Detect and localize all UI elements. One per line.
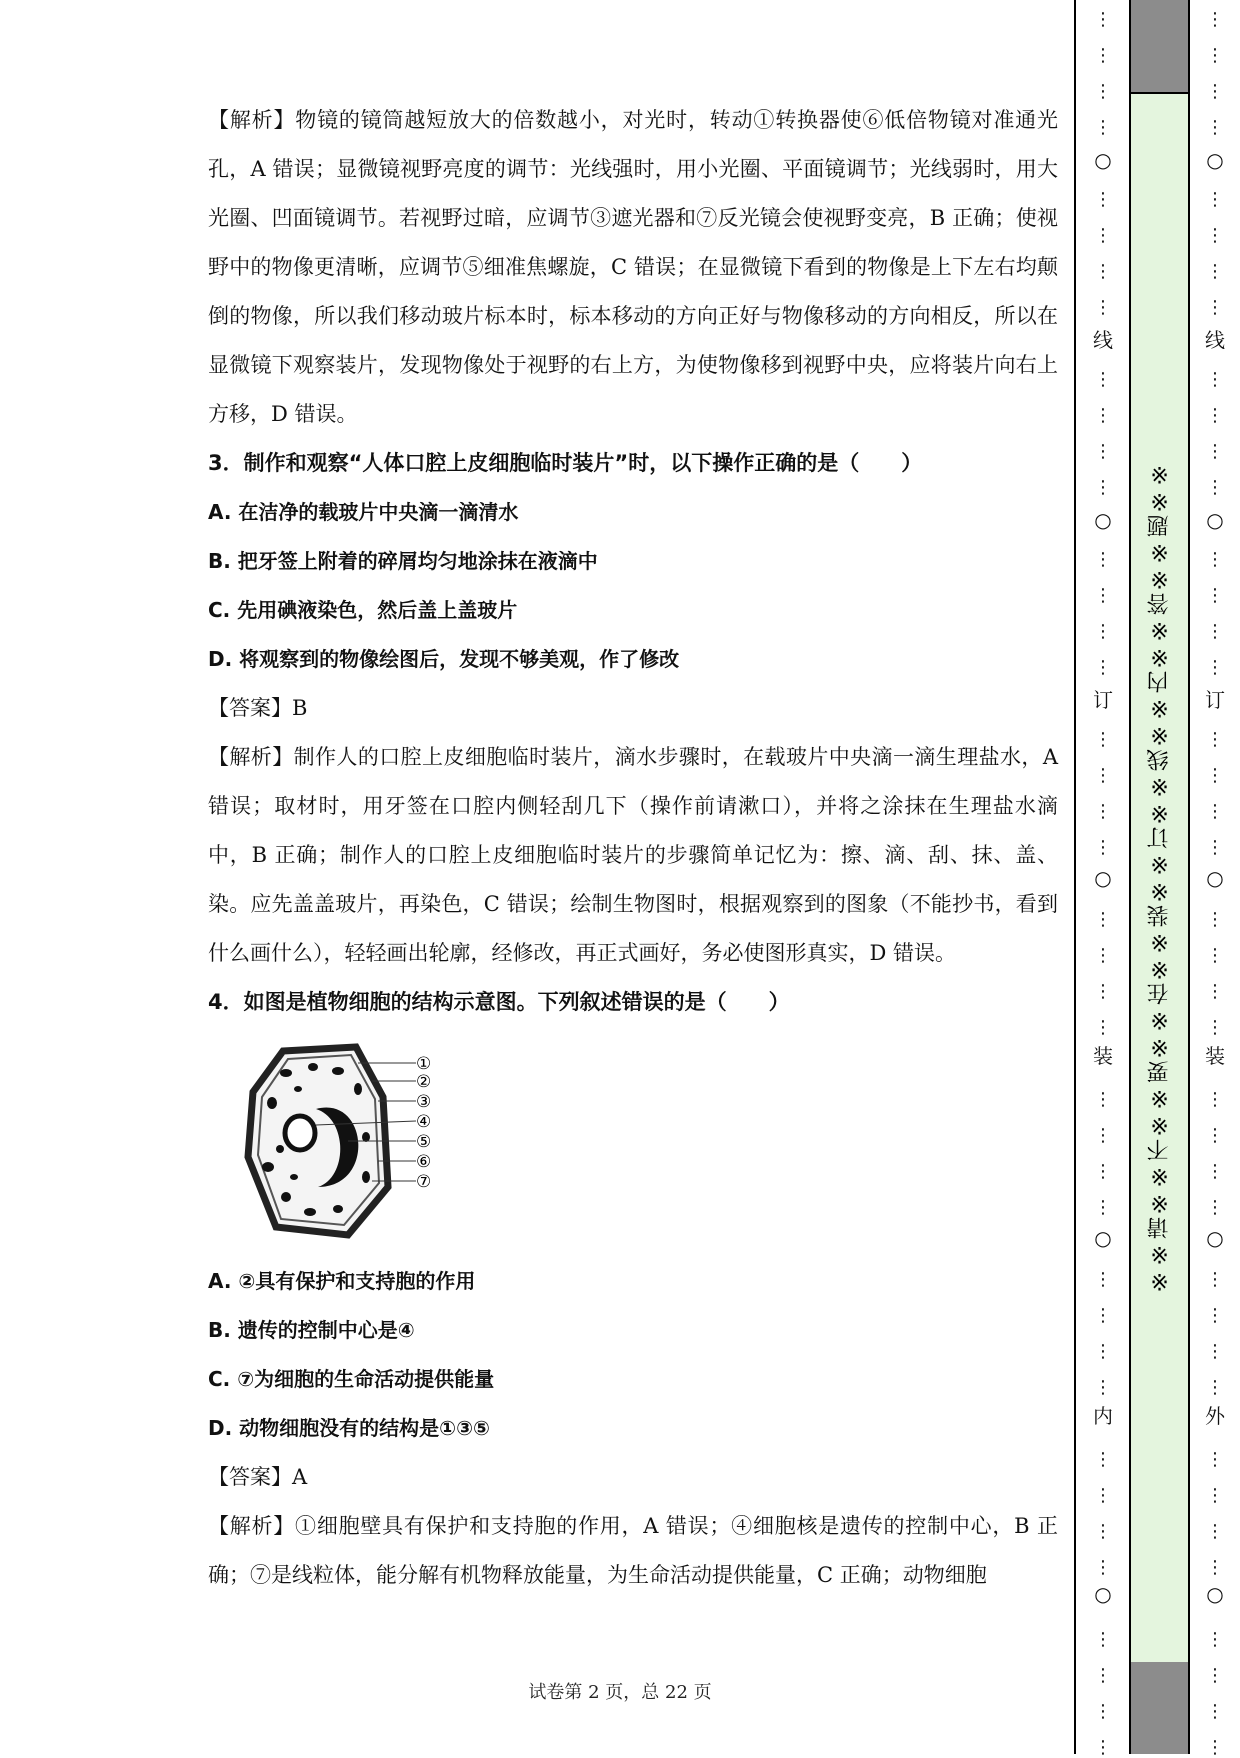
- outer-dots: ⋮: [1206, 729, 1224, 750]
- figure-label-4: ④: [416, 1112, 432, 1132]
- outer-dots: ⋮: [1206, 909, 1224, 930]
- outer-label-4: 外: [1205, 1404, 1225, 1428]
- outer-dots: ⋮: [1206, 1557, 1224, 1578]
- inner-dots: ⋮: [1094, 1485, 1112, 1506]
- figure-label-5: ⑤: [416, 1132, 432, 1152]
- q4-option-a: A. ②具有保护和支持胞的作用: [208, 1269, 476, 1293]
- inner-dots: ⋮: [1094, 261, 1112, 282]
- inner-label-2: 订: [1093, 688, 1113, 712]
- outer-dots: ⋮: [1206, 369, 1224, 390]
- q4-option-c: C. ⑦为细胞的生命活动提供能量: [208, 1367, 495, 1391]
- binding-outer-column: [1200, 0, 1230, 1758]
- q3-analysis: 【解析】制作人的口腔上皮细胞临时装片，滴水步骤时，在载玻片中央滴一滴生理盐水，A 错误；取材时，用牙签在口腔内侧轻刮几下（操作前请漱口），并将之涂抹在生理盐水滴中，B 正确；制作人的口腔上皮细胞临时装片的步骤简单记忆为：擦、滴、刮、抹、盖、染。应先盖盖玻片，再染色，C 错误；绘制生物图时，根据观察到的图象（不能抄书，看到什么画什么），轻轻画出轮廓，经修改，再正式画好，务必使图形真实，D 错误。: [208, 745, 1058, 965]
- outer-circle-2: ○: [1206, 508, 1224, 532]
- inner-dots: ⋮: [1094, 765, 1112, 786]
- inner-circle-4: ○: [1094, 1226, 1112, 1250]
- inner-dots: ⋮: [1094, 1341, 1112, 1362]
- outer-dots: ⋮: [1206, 1665, 1224, 1686]
- q3-option-c: C. 先用碘液染色，然后盖上盖玻片: [208, 598, 518, 622]
- outer-dots: ⋮: [1206, 117, 1224, 138]
- inner-dots: ⋮: [1094, 945, 1112, 966]
- outer-circle-4: ○: [1206, 1226, 1224, 1250]
- question-3: 3．制作和观察“人体口腔上皮细胞临时装片”时，以下操作正确的是（ ）: [208, 451, 923, 475]
- inner-dots: ⋮: [1094, 1629, 1112, 1650]
- outer-dots: ⋮: [1206, 585, 1224, 606]
- outer-dots: ⋮: [1206, 1521, 1224, 1542]
- figure-label-6: ⑥: [416, 1152, 432, 1172]
- inner-circle-2: ○: [1094, 508, 1112, 532]
- inner-label-1: 线: [1093, 328, 1113, 352]
- outer-label-1: 线: [1205, 328, 1225, 352]
- inner-dots: ⋮: [1094, 297, 1112, 318]
- inner-dots: ⋮: [1094, 837, 1112, 858]
- figure-label-3: ③: [416, 1092, 432, 1112]
- q4-analysis: 【解析】①细胞壁具有保护和支持胞的作用，A 错误；④细胞核是遗传的控制中心，B 正确；⑦是线粒体，能分解有机物释放能量，为生命活动提供能量，C 正确；动物细胞: [208, 1514, 1058, 1587]
- inner-dots: ⋮: [1094, 1017, 1112, 1038]
- outer-dots: ⋮: [1206, 1341, 1224, 1362]
- binding-line-left: [1074, 0, 1076, 1754]
- outer-dots: ⋮: [1206, 45, 1224, 66]
- outer-dots: ⋮: [1206, 1161, 1224, 1182]
- binding-line-mid-left: [1129, 0, 1131, 1754]
- inner-dots: ⋮: [1094, 621, 1112, 642]
- q4-answer: 【答案】A: [208, 1465, 308, 1489]
- inner-dots: ⋮: [1094, 225, 1112, 246]
- inner-dots: ⋮: [1094, 369, 1112, 390]
- outer-dots: ⋮: [1206, 9, 1224, 30]
- inner-dots: ⋮: [1094, 477, 1112, 498]
- outer-dots: ⋮: [1206, 297, 1224, 318]
- outer-label-3: 装: [1205, 1044, 1225, 1068]
- binding-inner-column: [1088, 0, 1118, 1758]
- outer-dots: ⋮: [1206, 765, 1224, 786]
- binding-warning-wrap: [1130, 92, 1188, 1660]
- inner-dots: ⋮: [1094, 9, 1112, 30]
- outer-dots: ⋮: [1206, 837, 1224, 858]
- q3-answer: 【答案】B: [208, 696, 308, 720]
- inner-dots: ⋮: [1094, 1305, 1112, 1326]
- outer-dots: ⋮: [1206, 1197, 1224, 1218]
- inner-circle-1: ○: [1094, 148, 1112, 172]
- inner-dots: ⋮: [1094, 405, 1112, 426]
- outer-dots: ⋮: [1206, 621, 1224, 642]
- figure-label-7: ⑦: [416, 1172, 432, 1192]
- binding-line-mid-right: [1188, 0, 1190, 1754]
- inner-dots: ⋮: [1094, 549, 1112, 570]
- outer-label-2: 订: [1205, 688, 1225, 712]
- q3-option-d: D. 将观察到的物像绘图后，发现不够美观，作了修改: [208, 647, 680, 671]
- page-content: [208, 96, 1058, 1600]
- plant-cell-diagram: [238, 1037, 458, 1247]
- inner-dots: ⋮: [1094, 981, 1112, 1002]
- figure-label-2: ②: [416, 1072, 432, 1092]
- inner-dots: ⋮: [1094, 81, 1112, 102]
- outer-dots: ⋮: [1206, 441, 1224, 462]
- outer-dots: ⋮: [1206, 1017, 1224, 1038]
- inner-dots: ⋮: [1094, 441, 1112, 462]
- inner-dots: ⋮: [1094, 1557, 1112, 1578]
- page-footer: 试卷第 2 页，总 22 页: [528, 1682, 712, 1703]
- outer-circle-5: ○: [1206, 1582, 1224, 1606]
- inner-dots: ⋮: [1094, 729, 1112, 750]
- inner-dots: ⋮: [1094, 189, 1112, 210]
- q4-option-b: B. 遗传的控制中心是④: [208, 1318, 415, 1342]
- inner-dots: ⋮: [1094, 1521, 1112, 1542]
- outer-circle-1: ○: [1206, 148, 1224, 172]
- inner-dots: ⋮: [1094, 1737, 1112, 1758]
- inner-dots: ⋮: [1094, 1701, 1112, 1722]
- outer-dots: ⋮: [1206, 801, 1224, 822]
- outer-dots: ⋮: [1206, 1125, 1224, 1146]
- inner-dots: ⋮: [1094, 1377, 1112, 1398]
- inner-dots: ⋮: [1094, 1197, 1112, 1218]
- nucleus: [285, 1116, 315, 1150]
- inner-label-3: 装: [1093, 1044, 1113, 1068]
- figure-label-1: ①: [416, 1054, 432, 1074]
- binding-band-top: [1130, 0, 1188, 92]
- outer-dots: ⋮: [1206, 1485, 1224, 1506]
- outer-dots: ⋮: [1206, 945, 1224, 966]
- inner-dots: ⋮: [1094, 1665, 1112, 1686]
- outer-dots: ⋮: [1206, 1629, 1224, 1650]
- inner-dots: ⋮: [1094, 657, 1112, 678]
- outer-dots: ⋮: [1206, 405, 1224, 426]
- analysis-q2: 【解析】物镜的镜筒越短放大的倍数越小，对光时，转动①转换器使⑥低倍物镜对准通光孔，A 错误；显微镜视野亮度的调节：光线强时，用小光圈、平面镜调节；光线弱时，用大光圈、凹面镜调节。若视野过暗，应调节③遮光器和⑦反光镜会使视野变亮，B 正确；使视野中的物像更清晰，应调节⑤细准焦螺旋，C 错误；在显微镜下看到的物像是上下左右均颠倒的物像，所以我们移动玻片标本时，标本移动的方向正好与物像移动的方向相反，所以在显微镜下观察装片，发现物像处于视野的右上方，为使物像移到视野中央，应将装片向右上方移，D 错误。: [208, 108, 1058, 426]
- outer-dots: ⋮: [1206, 1089, 1224, 1110]
- inner-dots: ⋮: [1094, 45, 1112, 66]
- outer-dots: ⋮: [1206, 477, 1224, 498]
- inner-dots: ⋮: [1094, 1125, 1112, 1146]
- binding-band-bottom: [1130, 1662, 1188, 1754]
- inner-dots: ⋮: [1094, 585, 1112, 606]
- outer-dots: ⋮: [1206, 1305, 1224, 1326]
- q4-option-d: D. 动物细胞没有的结构是①③⑤: [208, 1416, 490, 1440]
- inner-dots: ⋮: [1094, 1161, 1112, 1182]
- outer-dots: ⋮: [1206, 225, 1224, 246]
- inner-circle-5: ○: [1094, 1582, 1112, 1606]
- outer-dots: ⋮: [1206, 189, 1224, 210]
- outer-dots: ⋮: [1206, 981, 1224, 1002]
- outer-dots: ⋮: [1206, 1737, 1224, 1758]
- inner-circle-3: ○: [1094, 866, 1112, 890]
- outer-dots: ⋮: [1206, 1449, 1224, 1470]
- binding-warning-text: ※※请※※不※※要※※在※※装※※订※※线※※内※※答※※题※※: [1146, 459, 1172, 1293]
- inner-label-4: 内: [1093, 1404, 1113, 1428]
- outer-dots: ⋮: [1206, 1701, 1224, 1722]
- inner-dots: ⋮: [1094, 1269, 1112, 1290]
- outer-dots: ⋮: [1206, 549, 1224, 570]
- question-4: 4．如图是植物细胞的结构示意图。下列叙述错误的是（ ）: [208, 990, 790, 1014]
- outer-dots: ⋮: [1206, 81, 1224, 102]
- outer-circle-3: ○: [1206, 866, 1224, 890]
- inner-dots: ⋮: [1094, 1449, 1112, 1470]
- q3-option-a: A. 在洁净的载玻片中央滴一滴清水: [208, 500, 519, 524]
- inner-dots: ⋮: [1094, 801, 1112, 822]
- binding-margin: [1074, 0, 1240, 1758]
- inner-dots: ⋮: [1094, 909, 1112, 930]
- inner-dots: ⋮: [1094, 117, 1112, 138]
- inner-dots: ⋮: [1094, 1089, 1112, 1110]
- outer-dots: ⋮: [1206, 657, 1224, 678]
- outer-dots: ⋮: [1206, 261, 1224, 282]
- outer-dots: ⋮: [1206, 1269, 1224, 1290]
- q3-option-b: B. 把牙签上附着的碎屑均匀地涂抹在液滴中: [208, 549, 598, 573]
- plant-cell-figure: [238, 1037, 458, 1247]
- outer-dots: ⋮: [1206, 1377, 1224, 1398]
